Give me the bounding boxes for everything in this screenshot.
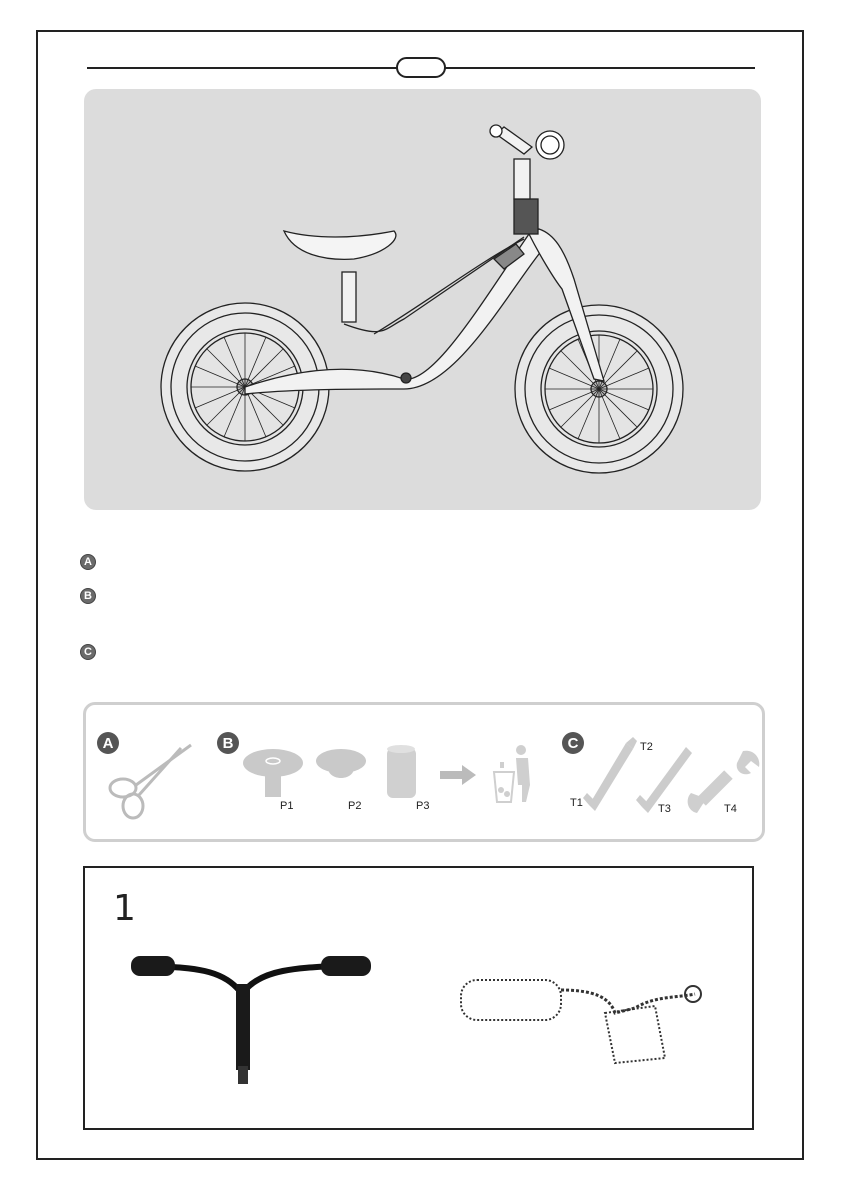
hex-key-t1-t2-icon bbox=[581, 733, 641, 818]
tube-p3-icon bbox=[384, 743, 419, 803]
t3-label: T3 bbox=[658, 803, 671, 815]
legend-row-b bbox=[80, 586, 106, 606]
handlebar-image bbox=[125, 948, 385, 1088]
p2-label: P2 bbox=[348, 800, 362, 812]
wrench-t4-icon bbox=[683, 747, 763, 817]
legend-row-a bbox=[80, 552, 106, 572]
step-number: 1 bbox=[113, 888, 136, 929]
bike-illustration-panel bbox=[84, 89, 761, 510]
group-a-badge: A bbox=[97, 732, 119, 754]
page-number-pill bbox=[396, 57, 446, 78]
step-1-box bbox=[83, 866, 754, 1130]
legend-row-c bbox=[80, 642, 106, 662]
parts-tools-panel bbox=[83, 702, 765, 842]
legend-badge-c: C bbox=[80, 644, 96, 660]
legend-badge-b: B bbox=[80, 588, 96, 604]
group-b-badge: B bbox=[217, 732, 239, 754]
p3-label: P3 bbox=[416, 800, 430, 812]
group-c-badge: C bbox=[562, 732, 584, 754]
plug-p1-icon bbox=[241, 745, 306, 805]
p1-label: P1 bbox=[280, 800, 294, 812]
t4-label: T4 bbox=[724, 803, 737, 815]
cap-p2-icon bbox=[314, 745, 369, 790]
balance-bike-drawing bbox=[84, 89, 761, 510]
scissors-icon bbox=[101, 740, 196, 820]
trash-can-icon bbox=[486, 740, 536, 810]
arrow-right-icon bbox=[438, 763, 478, 787]
t2-label: T2 bbox=[640, 741, 653, 753]
grip-detail-image bbox=[455, 968, 715, 1078]
legend-badge-a: A bbox=[80, 554, 96, 570]
t1-label: T1 bbox=[570, 797, 583, 809]
